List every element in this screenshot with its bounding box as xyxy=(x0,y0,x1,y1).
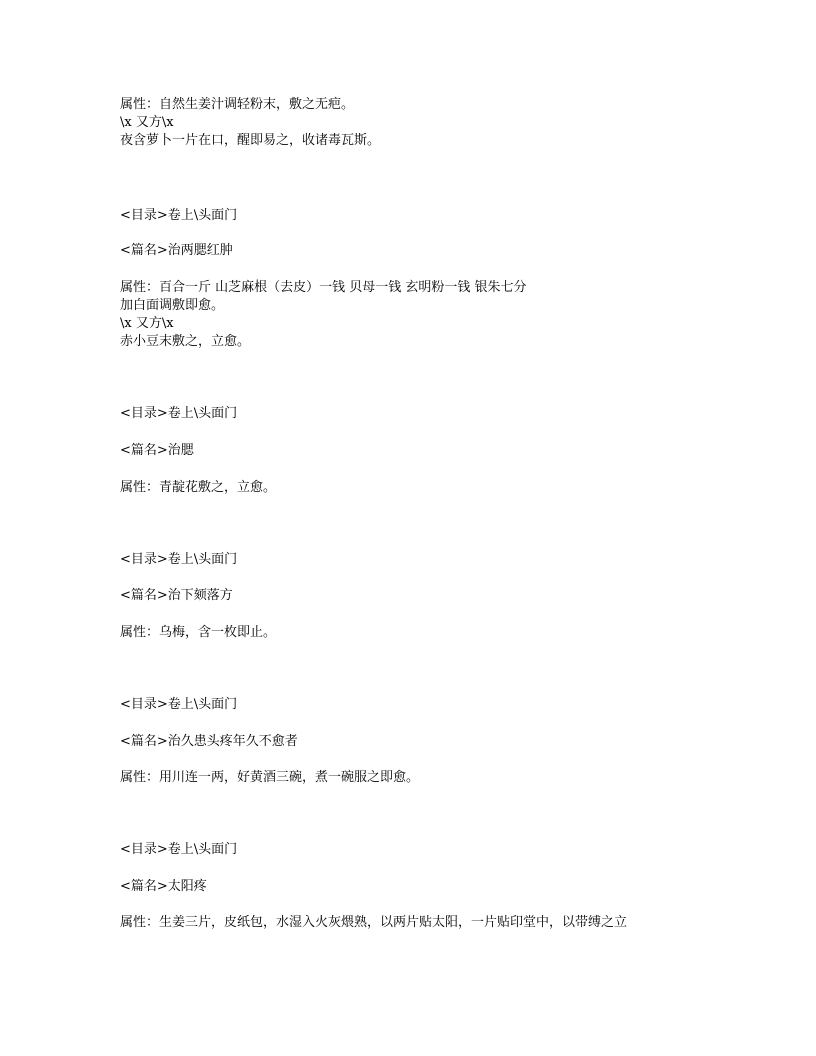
entry-attribute: 属性：乌梅，含一枚即止。 xyxy=(120,625,277,640)
intro-alt-recipe-marker: \x 又方\x xyxy=(120,115,174,130)
entry-title: <篇名>治腮 xyxy=(120,443,194,458)
intro-alt-recipe-text: 夜含萝卜一片在口，醒即易之，收诸毒瓦斯。 xyxy=(120,133,381,148)
entry-title: <篇名>太阳疼 xyxy=(120,879,207,894)
entry-attribute: 属性：用川连一两，好黄酒三碗，煮一碗服之即愈。 xyxy=(120,770,420,785)
entry-alt-recipe-text: 赤小豆末敷之，立愈。 xyxy=(120,334,251,349)
entry-attribute: 属性：百合一斤 山芝麻根（去皮）一钱 贝母一钱 玄明粉一钱 银朱七分 xyxy=(120,280,527,295)
entry-title: <篇名>治两腮红肿 xyxy=(120,243,233,258)
entry-attribute: 属性：青靛花敷之，立愈。 xyxy=(120,480,277,495)
entry-catalog: <目录>卷上\头面门 xyxy=(120,697,238,712)
entry-catalog: <目录>卷上\头面门 xyxy=(120,552,238,567)
entry-catalog: <目录>卷上\头面门 xyxy=(120,842,238,857)
entry-attribute-continued: 加白面调敷即愈。 xyxy=(120,298,225,313)
entry-title: <篇名>治久患头疼年久不愈者 xyxy=(120,734,298,749)
entry-catalog: <目录>卷上\头面门 xyxy=(120,406,238,421)
entry-alt-recipe-marker: \x 又方\x xyxy=(120,316,174,331)
entry-attribute: 属性：生姜三片，皮纸包，水湿入火灰煨熟，以两片贴太阳，一片贴印堂中，以带缚之立 xyxy=(120,915,628,930)
entry-catalog: <目录>卷上\头面门 xyxy=(120,208,238,223)
entry-title: <篇名>治下颏落方 xyxy=(120,588,233,603)
intro-attribute-line: 属性：自然生姜汁调轻粉末，敷之无疤。 xyxy=(120,97,355,112)
